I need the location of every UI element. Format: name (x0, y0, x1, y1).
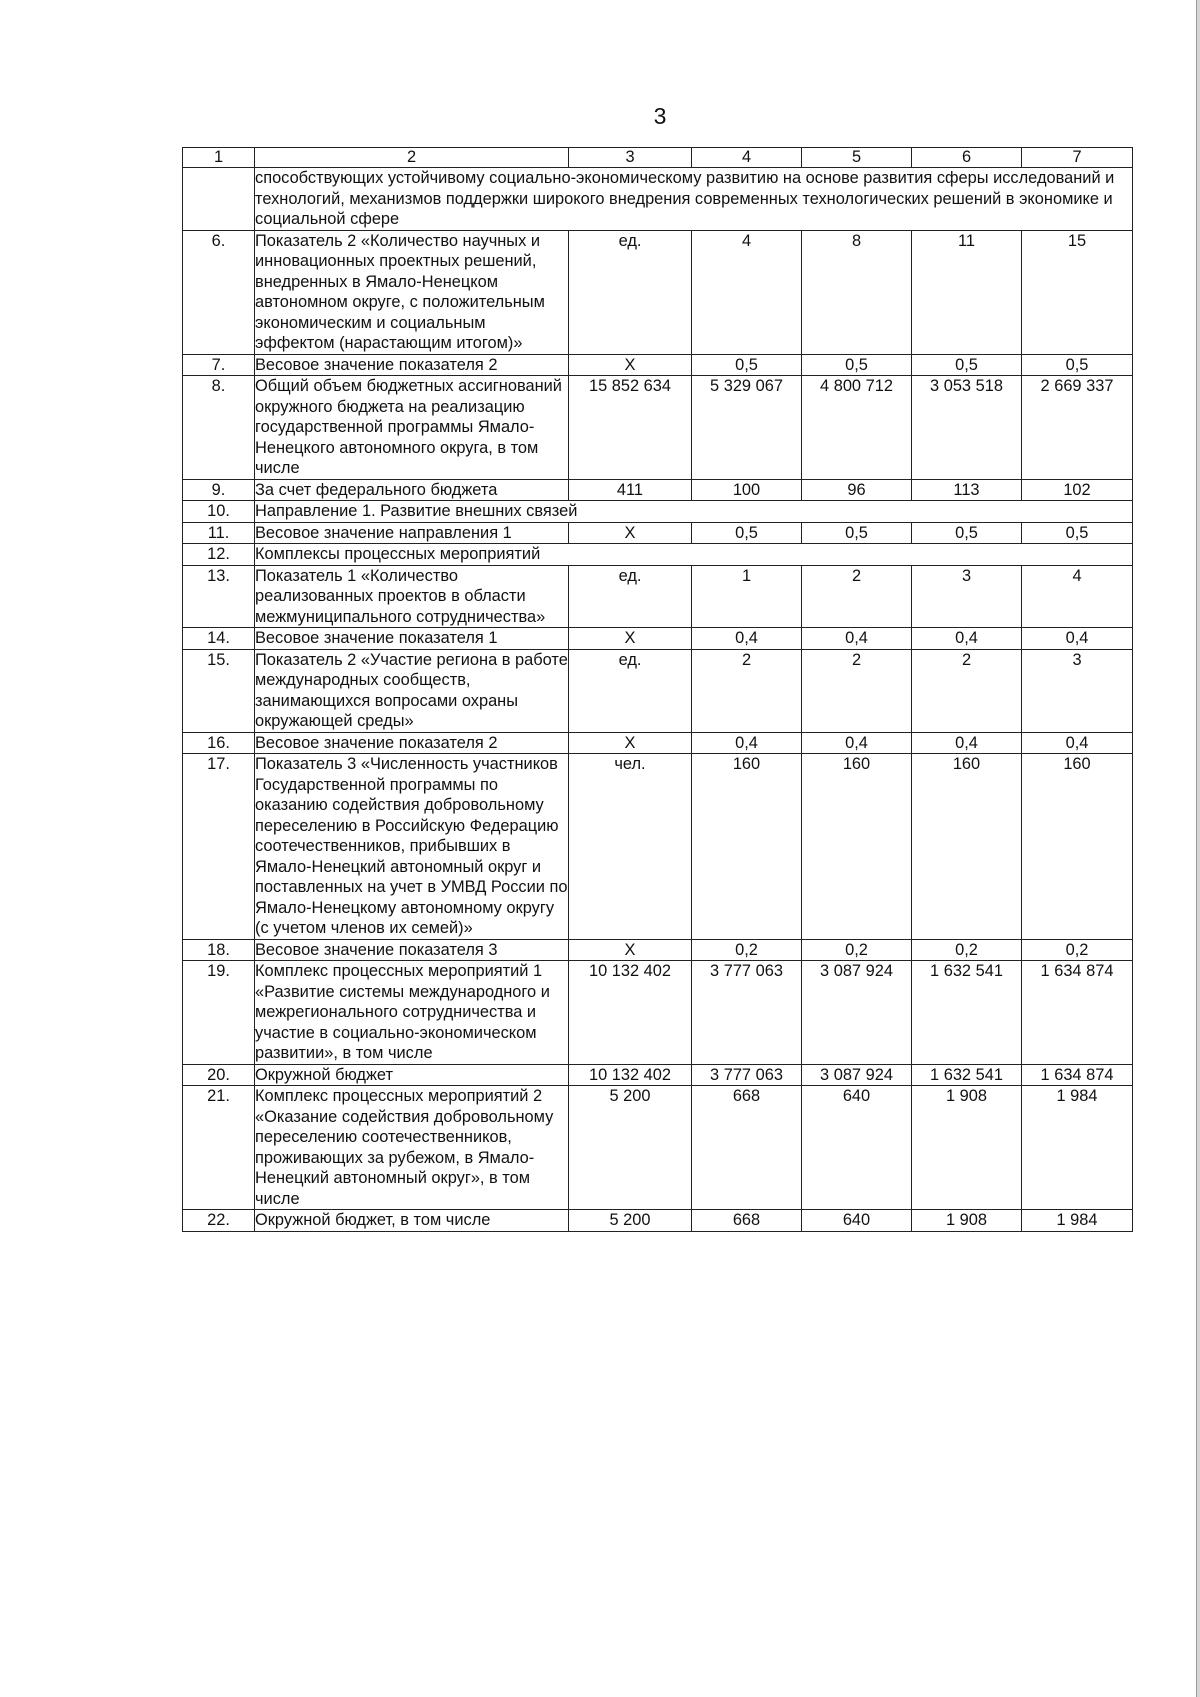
table-row (183, 732, 1133, 754)
table-row (183, 501, 1133, 523)
value-cell: 3 (1022, 649, 1133, 732)
value-cell: 5 329 067 (692, 376, 802, 480)
indicator-name-cell: Весовое значение показателя 2 (255, 354, 569, 376)
row-number-cell: 12. (183, 544, 255, 566)
value-cell: 100 (692, 479, 802, 501)
value-cell: 3 053 518 (912, 376, 1022, 480)
value-cell: 1 634 874 (1022, 961, 1133, 1065)
value-cell: 0,4 (1022, 628, 1133, 650)
row-number-cell: 20. (183, 1064, 255, 1086)
table-row (183, 1064, 1133, 1086)
unit-or-total-cell: ед. (569, 230, 692, 354)
row-number-cell: 17. (183, 754, 255, 940)
table-row (183, 649, 1133, 732)
row-number-cell: 18. (183, 939, 255, 961)
value-cell: 640 (802, 1210, 912, 1232)
indicator-name-cell: Окружной бюджет (255, 1064, 569, 1086)
value-cell: 1 984 (1022, 1086, 1133, 1210)
value-cell: 0,4 (1022, 732, 1133, 754)
value-cell: 1 (692, 565, 802, 628)
value-cell: 0,4 (912, 732, 1022, 754)
value-cell: 160 (802, 754, 912, 940)
value-cell: 2 (692, 649, 802, 732)
value-cell: 0,5 (802, 354, 912, 376)
unit-or-total-cell: X (569, 522, 692, 544)
indicator-name-cell: Общий объем бюджетных ассигнований окружного бюджета на реализацию государственной программы Ямало-Ненецкого автономного округа, в том числе (255, 376, 569, 480)
value-cell: 8 (802, 230, 912, 354)
table-body (183, 148, 1133, 1232)
indicator-name-cell: Весовое значение показателя 2 (255, 732, 569, 754)
row-number-cell: 13. (183, 565, 255, 628)
unit-or-total-cell: 5 200 (569, 1210, 692, 1232)
value-cell: 668 (692, 1210, 802, 1232)
value-cell: 0,2 (692, 939, 802, 961)
table-row (183, 961, 1133, 1065)
unit-or-total-cell: 411 (569, 479, 692, 501)
row-number-cell: 16. (183, 732, 255, 754)
intro-row (183, 168, 1133, 231)
table-header-row (183, 148, 1133, 168)
unit-or-total-cell: 5 200 (569, 1086, 692, 1210)
value-cell: 0,4 (912, 628, 1022, 650)
table-row (183, 479, 1133, 501)
indicators-table (182, 147, 1133, 1232)
unit-or-total-cell: X (569, 732, 692, 754)
value-cell: 2 (802, 565, 912, 628)
indicator-name-cell: Показатель 1 «Количество реализованных проектов в области межмуниципального сотрудничества» (255, 565, 569, 628)
unit-or-total-cell: X (569, 939, 692, 961)
value-cell: 2 (912, 649, 1022, 732)
table-row (183, 354, 1133, 376)
column-header: 4 (692, 148, 802, 168)
value-cell: 0,5 (1022, 522, 1133, 544)
unit-or-total-cell: X (569, 354, 692, 376)
value-cell: 4 (1022, 565, 1133, 628)
row-number-cell: 8. (183, 376, 255, 480)
unit-or-total-cell: ед. (569, 565, 692, 628)
section-title-cell: Комплексы процессных мероприятий (255, 544, 1133, 566)
table-row (183, 230, 1133, 354)
section-title-cell: Направление 1. Развитие внешних связей (255, 501, 1133, 523)
value-cell: 0,4 (802, 732, 912, 754)
value-cell: 0,2 (802, 939, 912, 961)
value-cell: 2 669 337 (1022, 376, 1133, 480)
value-cell: 11 (912, 230, 1022, 354)
value-cell: 640 (802, 1086, 912, 1210)
table-row (183, 544, 1133, 566)
table-row (183, 628, 1133, 650)
value-cell: 96 (802, 479, 912, 501)
value-cell: 4 (692, 230, 802, 354)
value-cell: 1 908 (912, 1210, 1022, 1232)
table-row (183, 565, 1133, 628)
unit-or-total-cell: ед. (569, 649, 692, 732)
value-cell: 0,4 (802, 628, 912, 650)
value-cell: 0,5 (692, 522, 802, 544)
page-number: 3 (653, 103, 667, 129)
table-row (183, 754, 1133, 940)
indicator-name-cell: Весовое значение направления 1 (255, 522, 569, 544)
unit-or-total-cell: X (569, 628, 692, 650)
indicator-name-cell: Комплекс процессных мероприятий 2 «Оказание содействия добровольному переселению соотечественников, проживающих за рубежом, в Ямало-Ненецкий автономный округ», в том числе (255, 1086, 569, 1210)
row-number-cell: 10. (183, 501, 255, 523)
unit-or-total-cell: 10 132 402 (569, 1064, 692, 1086)
value-cell: 0,5 (912, 522, 1022, 544)
row-number-cell: 7. (183, 354, 255, 376)
value-cell: 15 (1022, 230, 1133, 354)
table-row (183, 522, 1133, 544)
column-header: 2 (255, 148, 569, 168)
value-cell: 160 (912, 754, 1022, 940)
indicator-name-cell: Весовое значение показателя 3 (255, 939, 569, 961)
value-cell: 1 632 541 (912, 961, 1022, 1065)
indicator-name-cell: Комплекс процессных мероприятий 1 «Развитие системы международного и межрегионального сотрудничества и участие в социально-экономическом развитии», в том числе (255, 961, 569, 1065)
value-cell: 1 634 874 (1022, 1064, 1133, 1086)
value-cell: 0,5 (1022, 354, 1133, 376)
row-number-cell: 14. (183, 628, 255, 650)
value-cell: 3 777 063 (692, 1064, 802, 1086)
table-row (183, 939, 1133, 961)
indicator-name-cell: Окружной бюджет, в том числе (255, 1210, 569, 1232)
value-cell: 0,4 (692, 732, 802, 754)
value-cell: 2 (802, 649, 912, 732)
row-number-cell: 9. (183, 479, 255, 501)
indicator-name-cell: Показатель 2 «Количество научных и инновационных проектных решений, внедренных в Ямало-Ненецком автономном округе, с положительным экономическим и социальным эффектом (нарастающим итогом)» (255, 230, 569, 354)
intro-text: способствующих устойчивому социально-экономическому развитию на основе развития сферы исследований и технологий, механизмов поддержки широкого внедрения современных технологических решений в экономике и социальной сфере (255, 168, 1133, 231)
value-cell: 113 (912, 479, 1022, 501)
value-cell: 3 087 924 (802, 961, 912, 1065)
indicator-name-cell: Показатель 2 «Участие региона в работе международных сообществ, занимающихся вопросами охраны окружающей среды» (255, 650, 568, 730)
table-row (183, 1086, 1133, 1210)
column-header: 6 (912, 148, 1022, 168)
indicator-name-cell: Весовое значение показателя 1 (255, 628, 569, 650)
column-header: 1 (183, 148, 255, 168)
value-cell: 160 (1022, 754, 1133, 940)
value-cell: 0,5 (912, 354, 1022, 376)
column-header: 7 (1022, 148, 1133, 168)
row-number-cell: 19. (183, 961, 255, 1065)
value-cell: 160 (692, 754, 802, 940)
value-cell: 0,5 (802, 522, 912, 544)
unit-or-total-cell: чел. (569, 754, 692, 940)
unit-or-total-cell: 10 132 402 (569, 961, 692, 1065)
table-row (183, 376, 1133, 480)
value-cell: 1 908 (912, 1086, 1022, 1210)
value-cell: 1 984 (1022, 1210, 1133, 1232)
column-header: 5 (802, 148, 912, 168)
indicator-name-cell: Показатель 3 «Численность участников Государственной программы по оказанию содействия добровольному переселению в Российскую Федерацию соотечественников, прибывших в Ямало-Ненецкий автономный округ и поставленных на учет в УМВД России по Ямало-Ненецкому автономному округу (с учетом членов их семей)» (255, 755, 568, 937)
value-cell: 0,5 (692, 354, 802, 376)
row-number-cell: 11. (183, 522, 255, 544)
value-cell: 3 777 063 (692, 961, 802, 1065)
value-cell: 668 (692, 1086, 802, 1210)
row-number-cell: 6. (183, 230, 255, 354)
row-number-cell: 22. (183, 1210, 255, 1232)
value-cell: 0,2 (1022, 939, 1133, 961)
value-cell: 0,2 (912, 939, 1022, 961)
value-cell: 1 632 541 (912, 1064, 1022, 1086)
value-cell: 3 087 924 (802, 1064, 912, 1086)
value-cell: 102 (1022, 479, 1133, 501)
row-number-cell: 15. (183, 649, 255, 732)
value-cell: 0,4 (692, 628, 802, 650)
unit-or-total-cell: 15 852 634 (569, 376, 692, 480)
table-row (183, 1210, 1133, 1232)
column-header: 3 (569, 148, 692, 168)
row-number-cell (183, 168, 255, 231)
indicator-name-cell: За счет федерального бюджета (255, 479, 569, 501)
row-number-cell: 21. (183, 1086, 255, 1210)
value-cell: 3 (912, 565, 1022, 628)
value-cell: 4 800 712 (802, 376, 912, 480)
